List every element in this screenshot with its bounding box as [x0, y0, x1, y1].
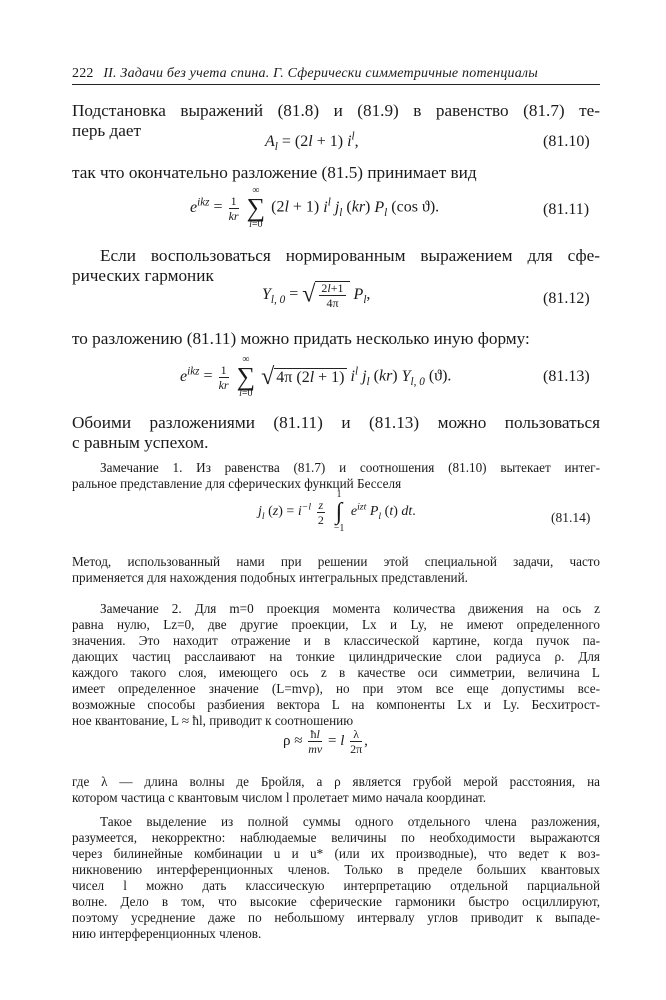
remark-line: дающих частиц расслаивают на тонкие цилиндрические слои радиуса ρ. Для — [72, 649, 600, 664]
paragraph-line: Обоими разложениями (81.11) и (81.13) можно пользоваться — [72, 413, 600, 432]
equation-number: (81.10) — [543, 133, 590, 150]
remark-line: котором частица с квантовым числом l пролетает мимо начала координат. — [72, 790, 487, 805]
paragraph-line: Подстановка выражений (81.8) и (81.9) в равенство (81.7) те- — [72, 101, 600, 120]
remark-line: каждого такого слоя, имеющего ось z в качестве оси симметрии, величина L — [72, 665, 600, 680]
remark-line: волне. Дело в том, что высокие сферические гармоники быстро осциллируют, — [72, 894, 600, 909]
equation-rho: ρ ≈ $\frac{ħl}{mv}$ = l $\frac{\lambda}{2\pi}$ , — [283, 727, 368, 756]
paragraph-line: с равным успехом. — [72, 433, 209, 452]
running-header — [72, 66, 600, 85]
remark-line: никновению интерференционных членов. Только в пределе больших квантовых — [72, 862, 600, 877]
remark-line: через билинейные комбинации u и u* (или их производные), что ведет к воз- — [72, 846, 600, 861]
remark-line: Такое выделение из полной суммы одного отдельного члена разложения, — [100, 814, 600, 829]
remark-line: чисел l можно дать классическую интерпретацию отдельной парциальной — [72, 878, 600, 893]
paragraph-line: перь дает — [72, 121, 142, 140]
paragraph-line: так что окончательно разложение (81.5) принимает вид — [72, 163, 477, 182]
remark-line: имеет определенное значение (L=mvρ), но при этом все еще допустимы все- — [72, 681, 600, 696]
equation-81-13: $e^{ikz}$ = $\frac{1}{kr}$ ∞ ∑ l=0 √ 4π (2l + 1) $i^l$ $j_l$ (kr) $Y_{l, 0}$ (ϑ). — [180, 354, 452, 399]
remark-line: возможные способы разбиения вектора L на компоненты Lx и Ly. Бесхитрост- — [72, 697, 600, 712]
equation-81-14: $j_l$ $(z) = i^{-l}$ $\frac{z}{2}$ 1 ∫ −1 $e^{izt}$ $P_l$ (t) dt. — [258, 489, 416, 534]
equation-number: (81.14) — [551, 510, 591, 525]
remark-line: нию интерференционных членов. — [72, 926, 262, 941]
remark-line: применяется для нахождения подобных интегральных представлений. — [72, 570, 468, 585]
remark-line: равна нулю, Lz=0, две другие проекции, Lx и Ly, не имеют определенного — [72, 617, 600, 632]
equation-number: (81.13) — [543, 368, 590, 385]
paragraph-line: то разложению (81.11) можно придать несколько иную форму: — [72, 329, 530, 348]
remark-line: поэтому усреднение даже по небольшому интервалу углов приводит к выпаде- — [72, 910, 600, 925]
paragraph-line: Если воспользоваться нормированным выражением для сфе- — [100, 246, 600, 265]
equation-number: (81.12) — [543, 290, 590, 307]
remark-line: ное квантование, L ≈ ħl, приводит к соотношению — [72, 713, 354, 728]
remark-line: Замечание 2. Для m=0 проекция момента количества движения на ось z — [100, 601, 600, 616]
equation-81-12: $Y_{l, 0}$ = √ $\frac{2l+1}{4\pi}$ $P_l$, — [262, 281, 371, 310]
equation-81-11: $e^{ikz}$ = $\frac{1}{kr}$ ∞ ∑ l=0 (2l + 1) $i^l$ $j_l$ (kr) $P_l$ (cos ϑ). — [190, 185, 440, 230]
remark-line: Замечание 1. Из равенства (81.7) и соотношения (81.10) вытекает интег- — [100, 460, 600, 475]
equation-number: (81.11) — [543, 201, 590, 218]
running-title: II. Задачи без учета спина. Г. Сферически симметричные потенциалы — [103, 66, 538, 81]
remark-line: Метод, использованный нами при решении этой специальной задачи, часто — [72, 554, 600, 569]
remark-line: значения. Это находит отражение и в классической картине, когда пучок па- — [72, 633, 600, 648]
equation-81-10: $A_l = (2l + 1)$ $i^l$, — [265, 130, 359, 154]
remark-line: ральное представление для сферических функций Бесселя — [72, 476, 402, 491]
page-number: 222 — [72, 66, 94, 81]
remark-line: разумеется, некорректно: наблюдаемые величины по необходимости выражаются — [72, 830, 600, 845]
remark-line: где λ — длина волны де Бройля, а ρ является грубой мерой расстояния, на — [72, 774, 600, 789]
paragraph-line: рических гармоник — [72, 266, 214, 285]
